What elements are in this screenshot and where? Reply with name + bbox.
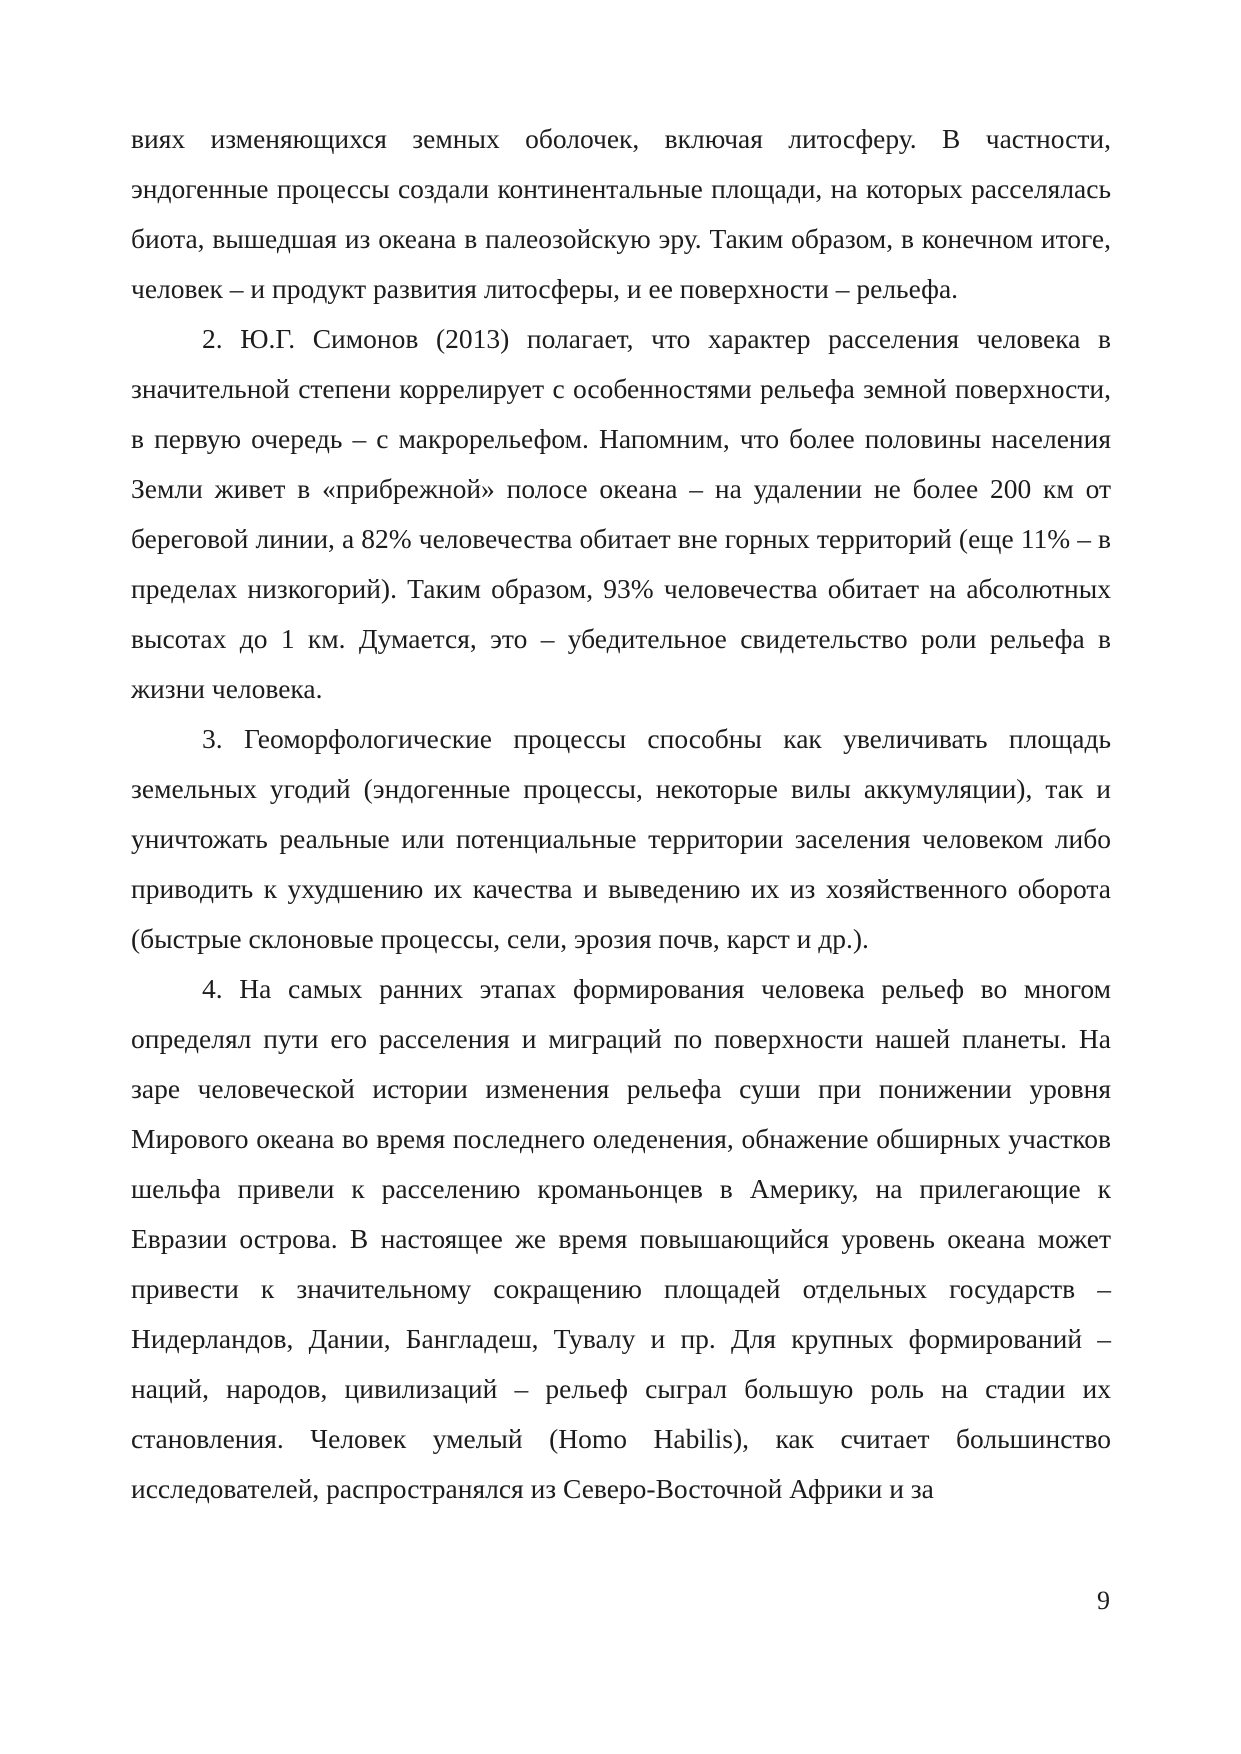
- paragraph-1: виях изменяющихся земных оболочек, включая литосферу. В частности, эндогенные процессы создали континентальные площади, на которых расселялась биота, вышедшая из океана в палеозойскую эру. Таким образом, в конечном итоге, человек – и продукт развития литосферы, и ее поверхности – рельефа.: [131, 123, 1111, 304]
- page-number: 9: [1097, 1586, 1110, 1615]
- body-text: [131, 114, 1111, 1514]
- paragraph-2: 2. Ю.Г. Симонов (2013) полагает, что характер расселения человека в значительной степени коррелирует с особенностями рельефа земной поверхности, в первую очередь – с макрорельефом. Напомним, что более половины населения Земли живет в «прибрежной» полосе океана – на удалении не более 200 км от береговой линии, а 82% человечества обитает вне горных территорий (еще 11% – в пределах низкогорий). Таким образом, 93% человечества обитает на абсолютных высотах до 1 км. Думается, это – убедительное свидетельство роли рельефа в жизни человека.: [131, 323, 1111, 704]
- paragraph-3: 3. Геоморфологические процессы способны как увеличивать площадь земельных угодий (эндогенные процессы, некоторые вилы аккумуляции), так и уничтожать реальные или потенциальные территории заселения человеком либо приводить к ухудшению их качества и выведению их из хозяйственного оборота (быстрые склоновые процессы, сели, эрозия почв, карст и др.).: [131, 723, 1111, 954]
- paragraph-4: 4. На самых ранних этапах формирования человека рельеф во многом определял пути его расселения и миграций по поверхности нашей планеты. На заре человеческой истории изменения рельефа суши при понижении уровня Мирового океана во время последнего оледенения, обнажение обширных участков шельфа привели к расселению кроманьонцев в Америку, на прилегающие к Евразии острова. В настоящее же время повышающийся уровень океана может привести к значительному сокращению площадей отдельных государств – Нидерландов, Дании, Бангладеш, Тувалу и пр. Для крупных формирований – наций, народов, цивилизаций – рельеф сыграл большую роль на стадии их становления. Человек умелый (Homo Habilis), как считает большинство исследователей, распространялся из Северо-Восточной Африки и за: [131, 973, 1111, 1504]
